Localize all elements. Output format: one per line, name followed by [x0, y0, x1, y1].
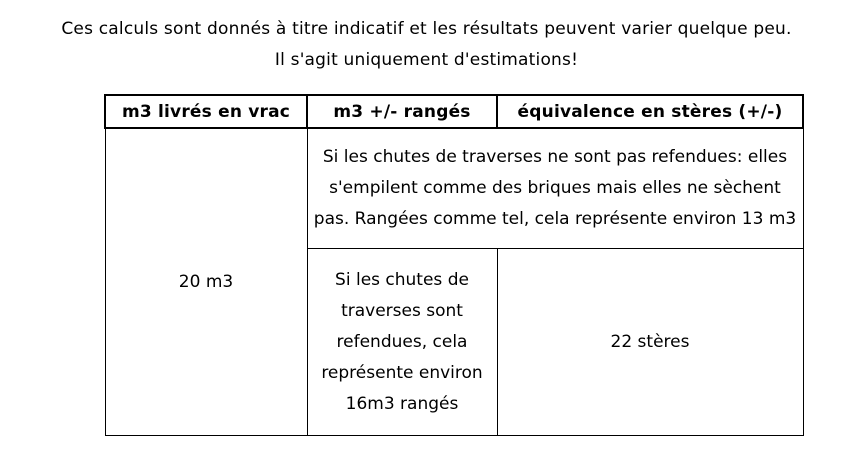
- unsplit-case-cell: Si les chutes de traverses ne sont pas refendues: elles s'empilent comme des briques mais elles ne sèchent pas. Rangées comme tel, cela représente environ 13 m3: [307, 128, 803, 249]
- header-bulk: m3 livrés en vrac: [105, 95, 307, 128]
- intro-line-1: Ces calculs sont donnés à titre indicatif et les résultats peuvent varier quelque peu.: [61, 19, 792, 39]
- intro-line-2: Il s'agit uniquement d'estimations!: [274, 50, 579, 70]
- header-stacked: m3 +/- rangés: [307, 95, 497, 128]
- steres-cell: 22 stères: [497, 249, 803, 436]
- header-row: [105, 95, 803, 128]
- bulk-quantity-cell: 20 m3: [105, 128, 307, 436]
- split-case-cell: Si les chutes de traverses sont refendues, cela représente environ 16m3 rangés: [307, 249, 497, 436]
- table-row: [105, 128, 803, 249]
- header-steres: équivalence en stères (+/-): [497, 95, 803, 128]
- estimation-table: [104, 94, 804, 436]
